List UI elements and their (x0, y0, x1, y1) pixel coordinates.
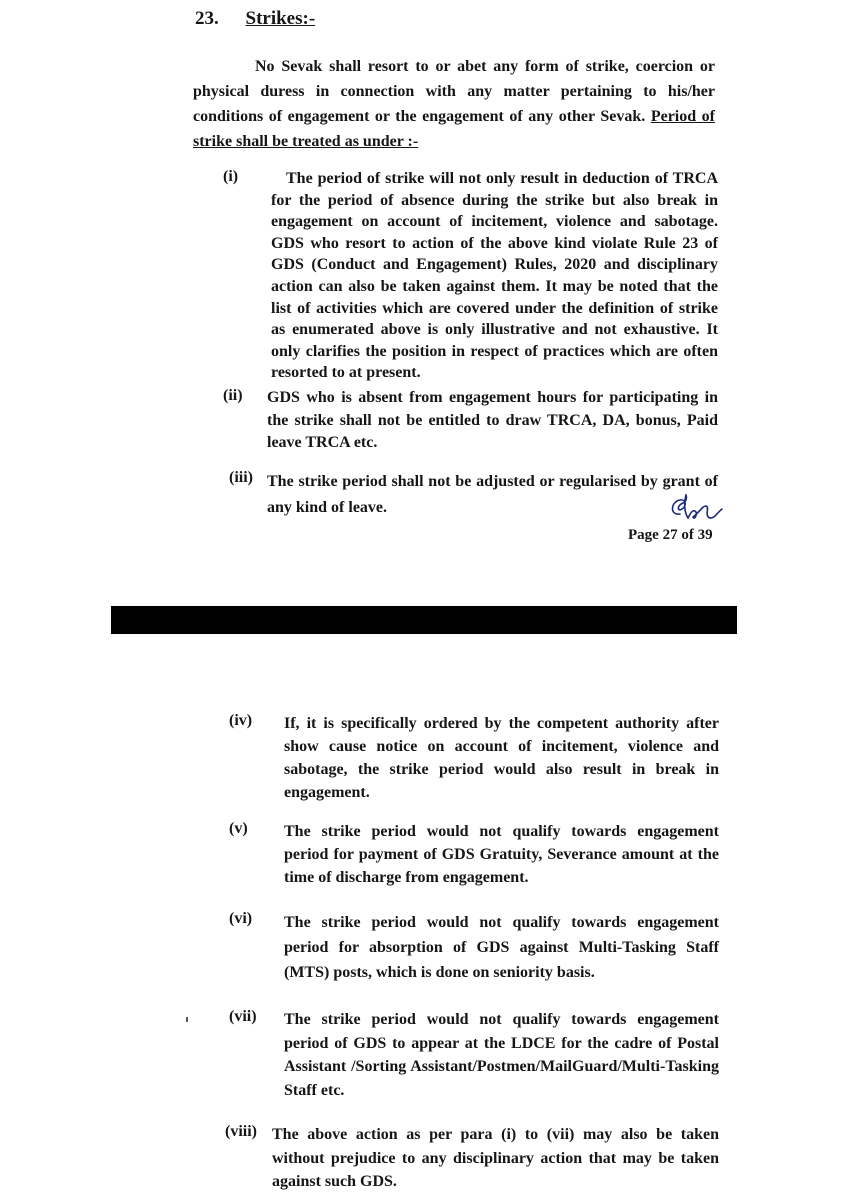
section-number: 23. (195, 8, 219, 29)
list-item-text: The strike period would not qualify towards engagement period of GDS to appear at the LDCE for the cadre of Postal Assistant /Sorting Assistant/Postmen/MailGuard/Multi-Tasking Staff etc. (284, 1011, 719, 1099)
list-item-label: (v) (229, 820, 248, 837)
section-title: Strikes:- (245, 8, 316, 29)
redaction-bar (111, 606, 737, 634)
list-item-text: If, it is specifically ordered by the competent authority after show cause notice on account of incitement, violence and sabotage, the strike period would also result in break in engagement. (284, 715, 719, 801)
intro-paragraph (193, 54, 715, 154)
scan-speck (186, 1017, 188, 1022)
list-item-text: The strike period would not qualify towards engagement period for absorption of GDS against Multi-Tasking Staff (MTS) posts, which is done on seniority basis. (284, 914, 719, 981)
section-heading (195, 8, 315, 30)
list-item-text: The strike period shall not be adjusted or regularised by grant of any kind of leave. (267, 473, 718, 516)
intro-underlined-text: Period of strike shall be treated as under :- (193, 108, 715, 150)
list-item-label: (vi) (229, 910, 253, 927)
list-item-label: (viii) (225, 1123, 257, 1140)
list-item-text: The above action as per para (i) to (vii) may also be taken without prejudice to any disciplinary action that may be taken against such GDS. (272, 1126, 719, 1190)
list-item-label: (ii) (223, 387, 243, 404)
list-item-label: (i) (223, 168, 239, 185)
list-item-label: (iv) (229, 712, 253, 729)
intro-text: No Sevak shall resort to or abet any form of strike, coercion or physical duress in connection with any matter pertaining to his/her conditions of engagement or the engagement of any other Sevak. (193, 58, 715, 125)
page-number: Page 27 of 39 (628, 527, 713, 543)
list-item-text: The period of strike will not only result in deduction of TRCA for the period of absence during the strike but also break in engagement on account of incitement, violence and sabotage. GDS who resort to action of the above kind violate Rule 23 of GDS (Conduct and Engagement) Rules, 2020 and disciplinary action can also be taken against them. It may be noted that the list of activities which are covered under the definition of strike as enumerated above is only illustrative and not exhaustive. It only clarifies the position in respect of practices which are often resorted to at present. (271, 170, 718, 382)
list-item-text: The strike period would not qualify towards engagement period for payment of GDS Gratuity, Severance amount at the time of discharge from engagement. (284, 823, 719, 886)
signature-initials (666, 494, 724, 528)
list-item-label: (iii) (229, 469, 253, 486)
list-item-text: GDS who is absent from engagement hours for participating in the strike shall not be entitled to draw TRCA, DA, bonus, Paid leave TRCA etc. (267, 389, 718, 451)
list-item-label: (vii) (229, 1008, 257, 1025)
